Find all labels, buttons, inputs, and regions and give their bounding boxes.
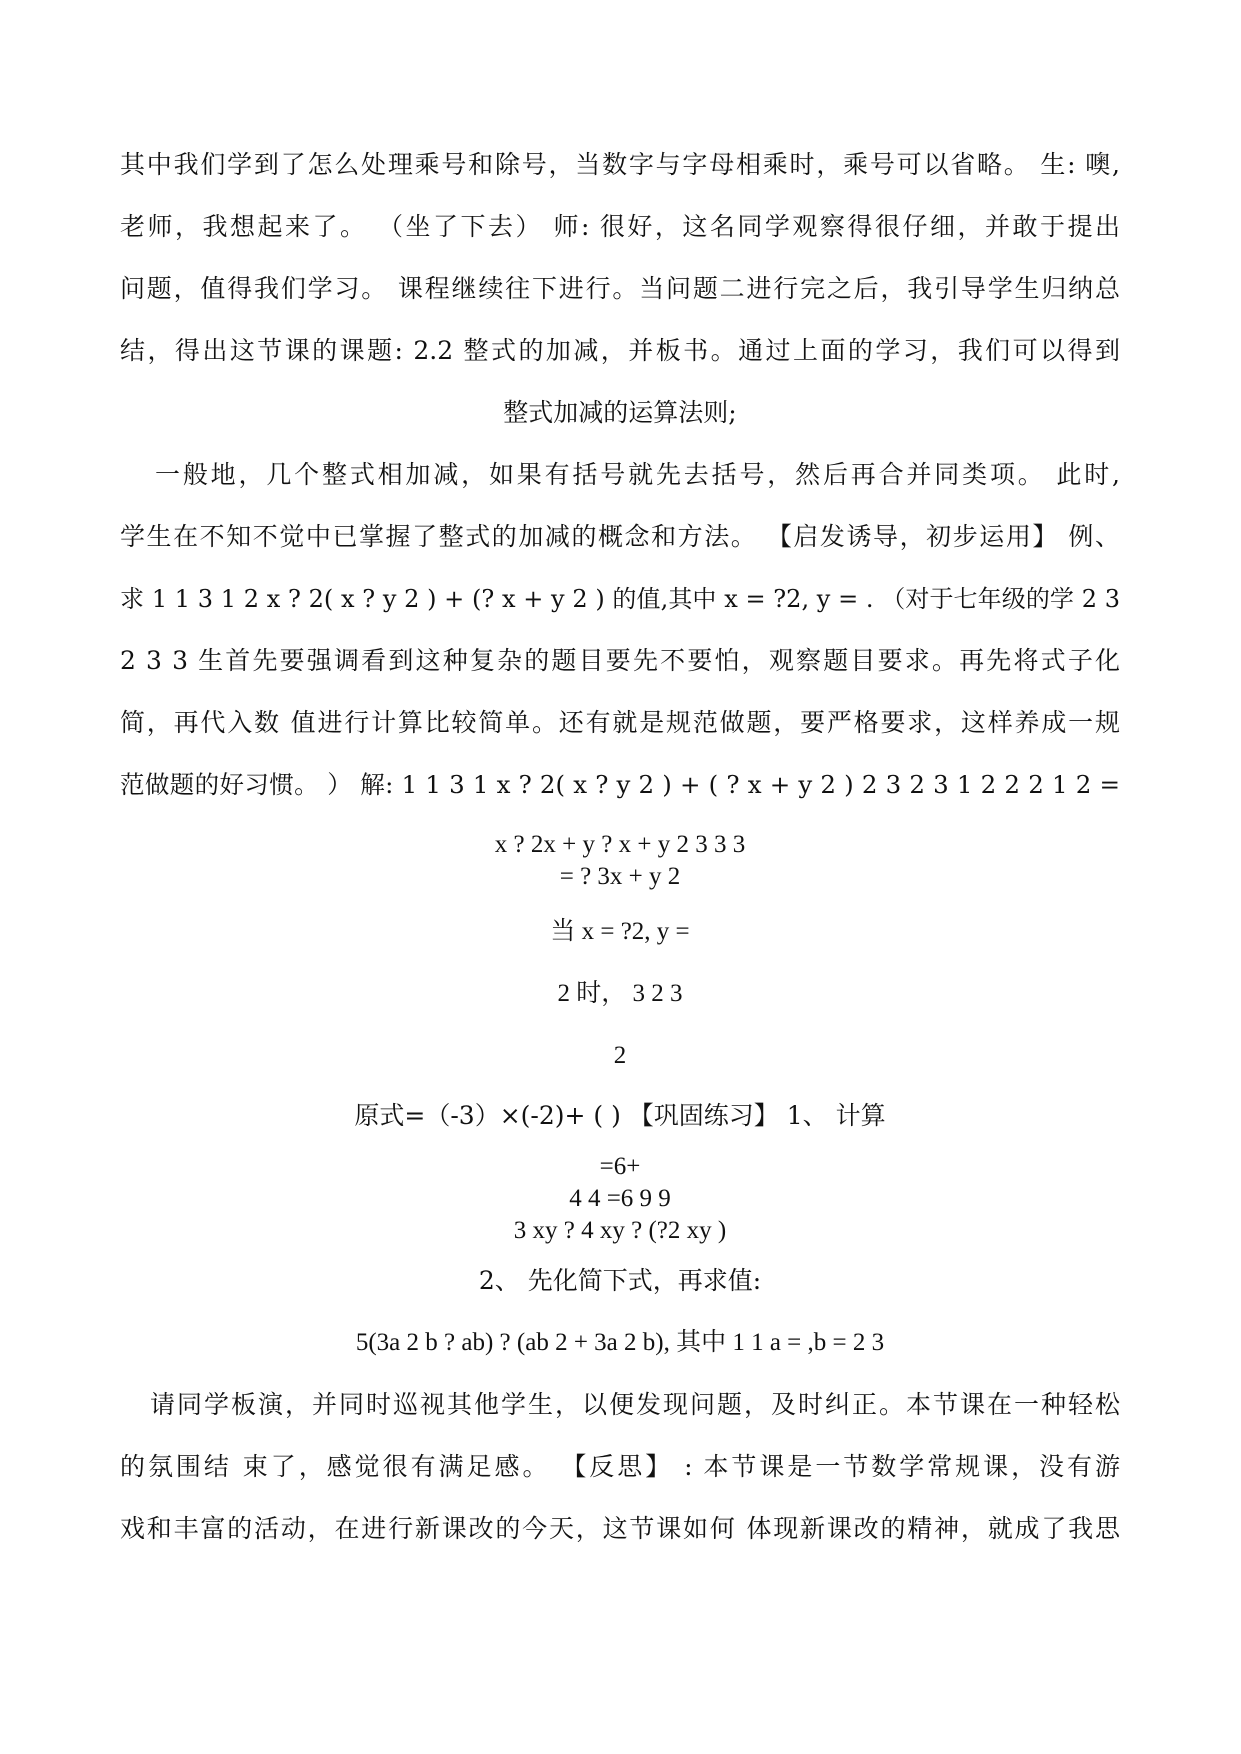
paragraph-line-2: 老师，我想起来了。 （坐了下去） 师: 很好，这名同学观察得很仔细，并敢于提出 [120,212,1120,241]
solution-step-1: x ? 2x + y ? x + y 2 3 3 3 [494,831,746,858]
paragraph-line-6: 一般地，几个整式相加减，如果有括号就先去括号，然后再合并同类项。 此时, [155,460,1120,489]
example-line-3: 简，再代入数 值进行计算比较简单。还有就是规范做题，要严格要求，这样养成一规 [120,708,1120,737]
result-and-practice-line: 原式=（-3）×(-2)+ ( ) 【巩固练习】 1、 计算 [354,1101,886,1130]
paragraph-line-1: 其中我们学到了怎么处理乘号和除号，当数字与字母相乘时，乘号可以省略。 生: 噢, [120,150,1120,179]
practice-item-2: 2、 先化简下式，再求值: [478,1266,762,1295]
paragraph-line-23: 请同学板演，并同时巡视其他学生，以便发现问题，及时纠正。本节课在一种轻松 [150,1390,1120,1419]
result-step-1: =6+ [599,1153,641,1180]
paragraph-line-4: 结，得出这节课的课题: 2.2 整式的加减，并板书。通过上面的学习，我们可以得到 [120,336,1120,365]
fraction-denominator: 2 [613,1042,627,1069]
paragraph-line-25: 戏和丰富的活动，在进行新课改的今天，这节课如何 体现新课改的精神，就成了我思 [120,1514,1120,1543]
practice-expression-2: 5(3a 2 b ? ab) ? (ab 2 + 3a 2 b), 其中 1 1 a = ,b = 2 3 [355,1329,885,1356]
paragraph-line-7: 学生在不知不觉中已掌握了整式的加减的概念和方法。 【启发诱导，初步运用】 例、 [120,522,1120,551]
rule-heading: 整式加减的运算法则; [503,398,737,427]
solution-line-1: 范做题的好习惯。 ） 解: 1 1 3 1 x ? 2( x ? y 2 ) + ( ? x + y 2 ) 2 3 2 3 1 2 2 2 1 2 = [120,770,1120,799]
solution-step-2: = ? 3x + y 2 [559,863,681,890]
example-line-1: 求 1 1 3 1 2 x ? 2( x ? y 2 ) + (? x + y 2 ) 的值,其中 x = ?2, y = . （对于七年级的学 2 3 [120,585,1120,613]
substitution-line: 当 x = ?2, y = [550,918,690,945]
paragraph-line-24: 的氛围结 束了，感觉很有满足感。 【反思】 : 本节课是一节数学常规课，没有游 [120,1452,1120,1481]
substitution-continued: 2 时， 3 2 3 [557,980,683,1007]
example-line-2: 2 3 3 生首先要强调看到这种复杂的题目要先不要怕，观察题目要求。再先将式子化 [120,646,1120,675]
practice-expression-1: 3 xy ? 4 xy ? (?2 xy ) [513,1217,727,1244]
paragraph-line-3: 问题，值得我们学习。 课程继续往下进行。当问题二进行完之后，我引导学生归纳总 [120,274,1120,303]
result-step-2: 4 4 =6 9 9 [569,1185,671,1212]
